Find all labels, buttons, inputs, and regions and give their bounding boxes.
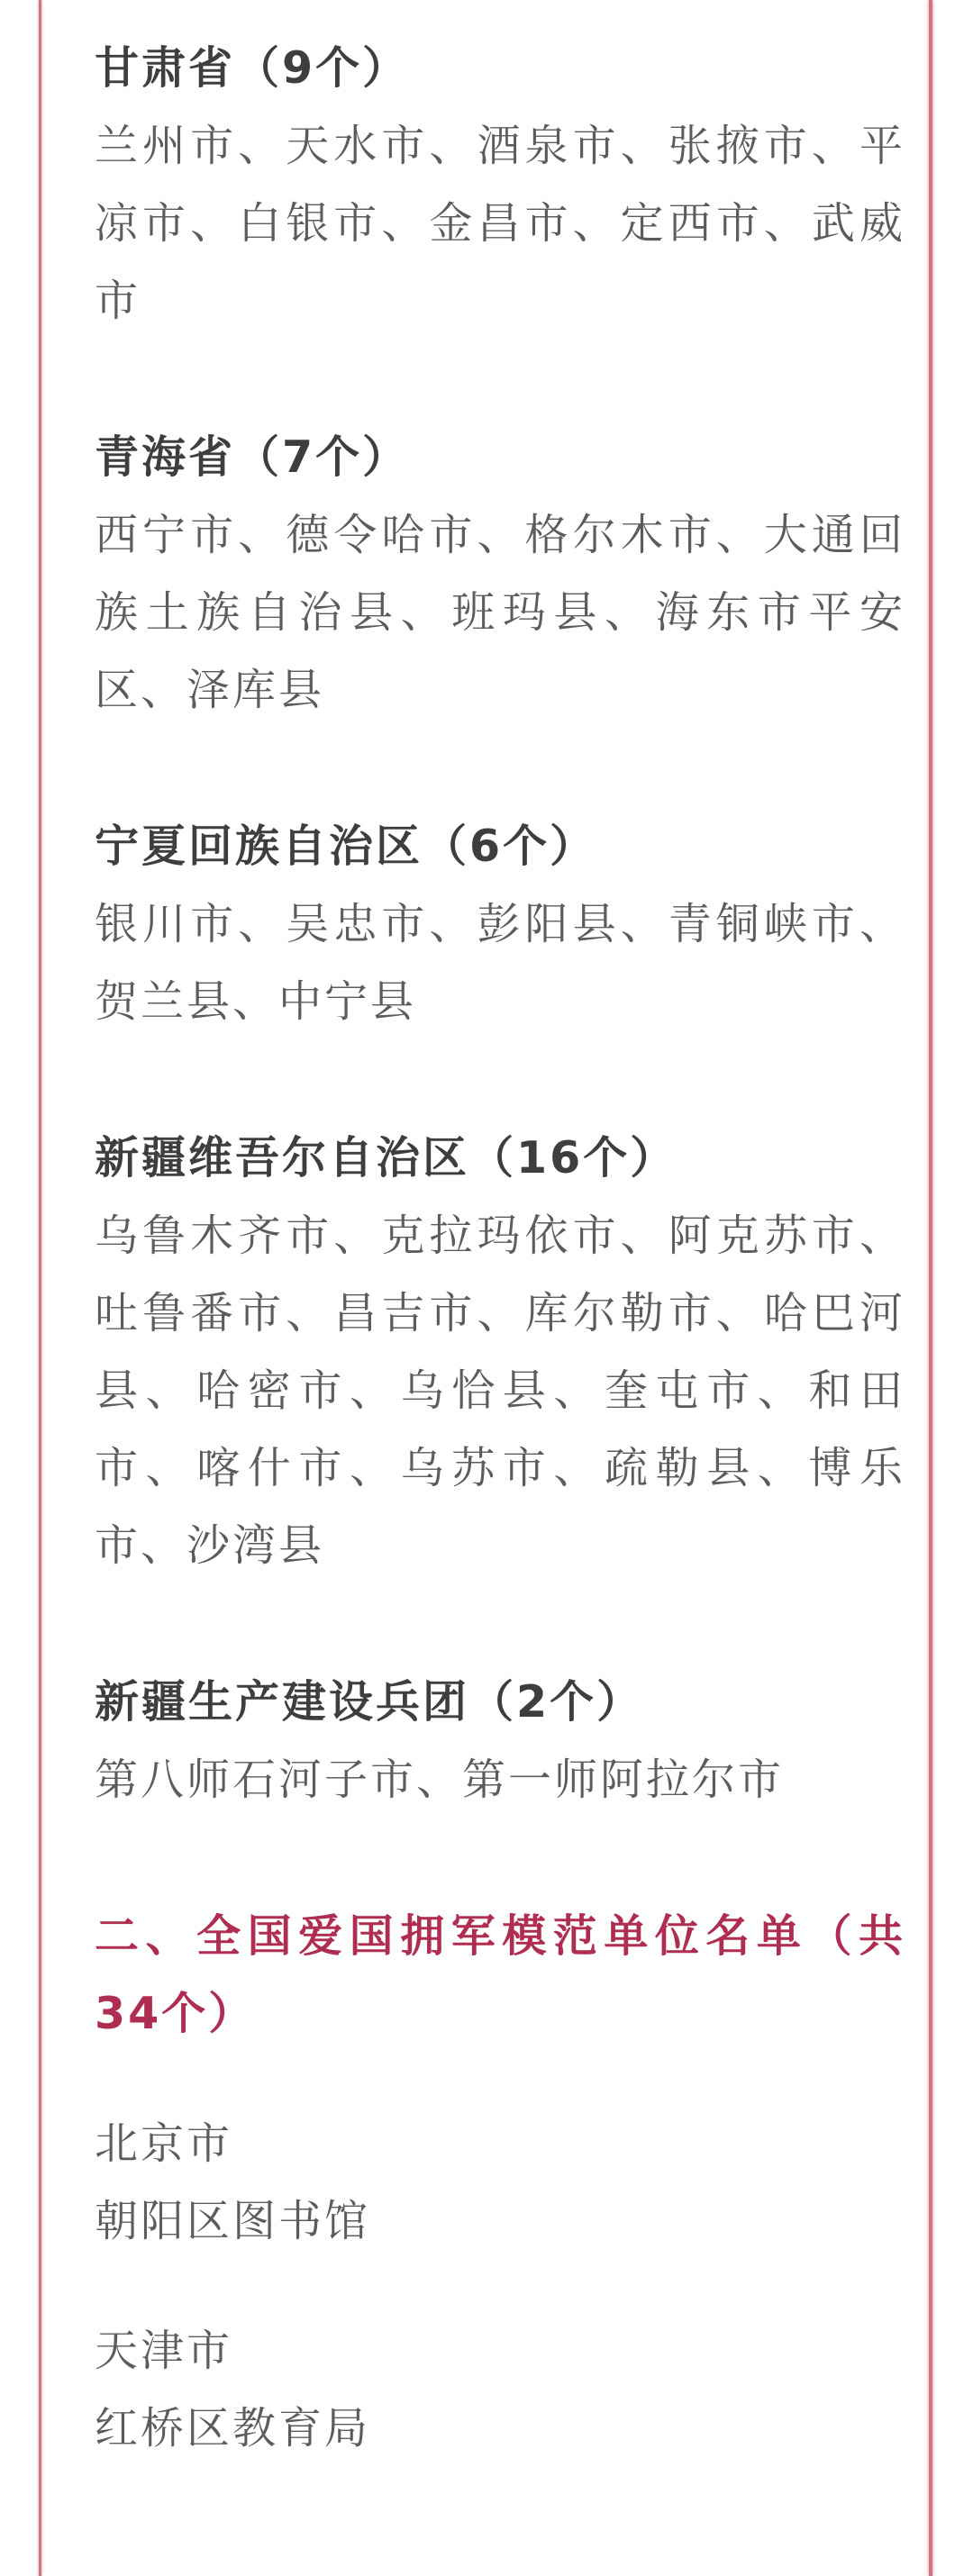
province-heading-qinghai: 青海省（7个） [95,431,410,483]
province-cities-ningxia: 银川市、吴忠市、彭阳县、青铜峡市、贺兰县、中宁县 [95,899,905,1027]
left-border-line [39,0,41,2576]
province-cities-xinjiang: 乌鲁木齐市、克拉玛依市、阿克苏市、吐鲁番市、昌吉市、库尔勒市、哈巴河县、哈密市、乌恰县、奎屯市、和田市、喀什市、乌苏市、疏勒县、博乐市、沙湾县 [95,1211,905,1571]
unit-city-beijing: 北京市 [95,2118,233,2169]
article-content [95,30,905,2519]
province-cities-gansu: 兰州市、天水市、酒泉市、张掖市、平凉市、白银市、金昌市、定西市、武威市 [95,121,905,326]
province-heading-xinjiang: 新疆维吾尔自治区（16个） [95,1132,677,1184]
unit-name-tianjin: 红桥区教育局 [95,2403,371,2454]
province-heading-gansu: 甘肃省（9个） [95,42,410,94]
section-gansu [95,30,905,340]
section-ningxia [95,808,905,1040]
right-border-line [929,0,932,2576]
unit-name-beijing: 朝阳区图书馆 [95,2196,371,2246]
province-heading-ningxia: 宁夏回族自治区（6个） [95,821,597,872]
province-cities-xinjiang-corps: 第八师石河子市、第一师阿拉尔市 [95,1755,785,1805]
unit-group-tianjin [95,2312,905,2467]
province-heading-xinjiang-corps: 新疆生产建设兵团（2个） [95,1676,644,1728]
unit-group-beijing [95,2105,905,2260]
model-units-list-heading: 二、全国爱国拥军模范单位名单（共34个） [95,1910,905,2039]
unit-city-tianjin: 天津市 [95,2326,233,2376]
section-qinghai [95,419,905,729]
province-cities-qinghai: 西宁市、德令哈市、格尔木市、大通回族土族自治县、班玛县、海东市平安区、泽库县 [95,510,905,715]
section-xinjiang-corps [95,1664,905,1819]
section-xinjiang [95,1120,905,1584]
